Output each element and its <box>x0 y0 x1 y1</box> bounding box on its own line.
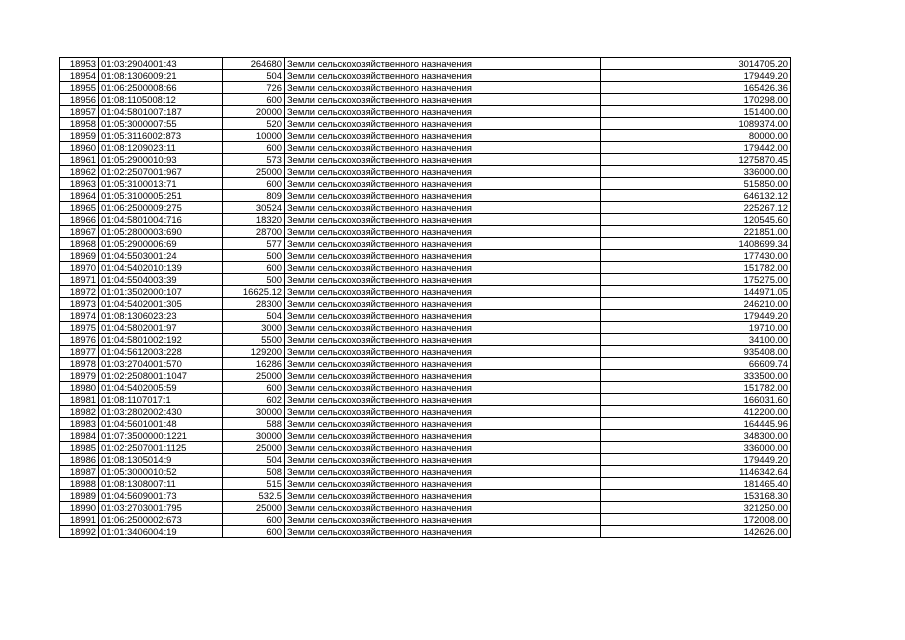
row-number-cell: 18975 <box>60 322 99 334</box>
cadastral-value-cell: 177430.00 <box>601 250 791 262</box>
cadastral-value-cell: 181465.40 <box>601 478 791 490</box>
land-category-cell: Земли сельскохозяйственного назначения <box>285 262 601 274</box>
row-number-cell: 18960 <box>60 142 99 154</box>
table-row <box>60 82 791 94</box>
row-number-cell: 18983 <box>60 418 99 430</box>
table-row <box>60 190 791 202</box>
area-cell: 25000 <box>223 166 285 178</box>
area-cell: 600 <box>223 382 285 394</box>
land-category-cell: Земли сельскохозяйственного назначения <box>285 286 601 298</box>
area-cell: 600 <box>223 526 285 538</box>
cadastral-number-cell: 01:05:3100005:251 <box>99 190 223 202</box>
row-number-cell: 18972 <box>60 286 99 298</box>
cadastral-value-cell: 646132.12 <box>601 190 791 202</box>
row-number-cell: 18986 <box>60 454 99 466</box>
cadastral-value-cell: 246210.00 <box>601 298 791 310</box>
area-cell: 602 <box>223 394 285 406</box>
table-row <box>60 490 791 502</box>
area-cell: 600 <box>223 142 285 154</box>
table-row <box>60 310 791 322</box>
row-number-cell: 18961 <box>60 154 99 166</box>
area-cell: 504 <box>223 454 285 466</box>
land-category-cell: Земли сельскохозяйственного назначения <box>285 118 601 130</box>
table-row <box>60 358 791 370</box>
cadastral-value-cell: 151782.00 <box>601 262 791 274</box>
land-category-cell: Земли сельскохозяйственного назначения <box>285 334 601 346</box>
land-category-cell: Земли сельскохозяйственного назначения <box>285 478 601 490</box>
land-category-cell: Земли сельскохозяйственного назначения <box>285 178 601 190</box>
cadastral-number-cell: 01:05:3000010:52 <box>99 466 223 478</box>
table-row <box>60 142 791 154</box>
row-number-cell: 18978 <box>60 358 99 370</box>
land-category-cell: Земли сельскохозяйственного назначения <box>285 130 601 142</box>
cadastral-number-cell: 01:04:5601001:48 <box>99 418 223 430</box>
table-row <box>60 334 791 346</box>
land-category-cell: Земли сельскохозяйственного назначения <box>285 442 601 454</box>
table-row <box>60 454 791 466</box>
area-cell: 600 <box>223 514 285 526</box>
area-cell: 573 <box>223 154 285 166</box>
row-number-cell: 18970 <box>60 262 99 274</box>
table-row <box>60 502 791 514</box>
cadastral-number-cell: 01:06:2500002:673 <box>99 514 223 526</box>
table-row <box>60 238 791 250</box>
cadastral-value-cell: 179449.20 <box>601 310 791 322</box>
area-cell: 520 <box>223 118 285 130</box>
land-category-cell: Земли сельскохозяйственного назначения <box>285 94 601 106</box>
row-number-cell: 18969 <box>60 250 99 262</box>
cadastral-number-cell: 01:06:2500009:275 <box>99 202 223 214</box>
table-row <box>60 250 791 262</box>
row-number-cell: 18981 <box>60 394 99 406</box>
row-number-cell: 18971 <box>60 274 99 286</box>
row-number-cell: 18976 <box>60 334 99 346</box>
table-row <box>60 202 791 214</box>
land-category-cell: Земли сельскохозяйственного назначения <box>285 418 601 430</box>
area-cell: 532.5 <box>223 490 285 502</box>
land-category-cell: Земли сельскохозяйственного назначения <box>285 394 601 406</box>
cadastral-number-cell: 01:08:1209023:11 <box>99 142 223 154</box>
cadastral-number-cell: 01:06:2500008:66 <box>99 82 223 94</box>
row-number-cell: 18959 <box>60 130 99 142</box>
row-number-cell: 18991 <box>60 514 99 526</box>
area-cell: 30000 <box>223 430 285 442</box>
row-number-cell: 18954 <box>60 70 99 82</box>
row-number-cell: 18974 <box>60 310 99 322</box>
cadastral-value-cell: 336000.00 <box>601 166 791 178</box>
cadastral-value-cell: 120545.60 <box>601 214 791 226</box>
cadastral-value-cell: 412200.00 <box>601 406 791 418</box>
table-body <box>60 58 791 538</box>
land-category-cell: Земли сельскохозяйственного назначения <box>285 526 601 538</box>
table-row <box>60 154 791 166</box>
cadastral-value-cell: 151400.00 <box>601 106 791 118</box>
cadastral-number-cell: 01:05:3116002:873 <box>99 130 223 142</box>
cadastral-value-cell: 1089374.00 <box>601 118 791 130</box>
cadastral-number-cell: 01:04:5503001:24 <box>99 250 223 262</box>
area-cell: 16286 <box>223 358 285 370</box>
table-row <box>60 298 791 310</box>
row-number-cell: 18980 <box>60 382 99 394</box>
cadastral-number-cell: 01:02:2507001:967 <box>99 166 223 178</box>
row-number-cell: 18955 <box>60 82 99 94</box>
cadastral-value-cell: 19710.00 <box>601 322 791 334</box>
cadastral-number-cell: 01:04:5609001:73 <box>99 490 223 502</box>
row-number-cell: 18968 <box>60 238 99 250</box>
land-category-cell: Земли сельскохозяйственного назначения <box>285 274 601 286</box>
area-cell: 508 <box>223 466 285 478</box>
area-cell: 25000 <box>223 502 285 514</box>
cadastral-number-cell: 01:04:5801004:716 <box>99 214 223 226</box>
land-category-cell: Земли сельскохозяйственного назначения <box>285 142 601 154</box>
land-category-cell: Земли сельскохозяйственного назначения <box>285 250 601 262</box>
cadastral-number-cell: 01:02:2508001:1047 <box>99 370 223 382</box>
land-category-cell: Земли сельскохозяйственного назначения <box>285 370 601 382</box>
table-row <box>60 418 791 430</box>
land-category-cell: Земли сельскохозяйственного назначения <box>285 70 601 82</box>
area-cell: 10000 <box>223 130 285 142</box>
cadastral-value-cell: 1275870.45 <box>601 154 791 166</box>
cadastral-value-cell: 34100.00 <box>601 334 791 346</box>
cadastral-value-cell: 153168.30 <box>601 490 791 502</box>
land-category-cell: Земли сельскохозяйственного назначения <box>285 190 601 202</box>
row-number-cell: 18992 <box>60 526 99 538</box>
land-category-cell: Земли сельскохозяйственного назначения <box>285 514 601 526</box>
table-row <box>60 466 791 478</box>
area-cell: 18320 <box>223 214 285 226</box>
row-number-cell: 18953 <box>60 58 99 70</box>
cadastral-value-cell: 515850.00 <box>601 178 791 190</box>
row-number-cell: 18963 <box>60 178 99 190</box>
area-cell: 20000 <box>223 106 285 118</box>
cadastral-value-cell: 935408.00 <box>601 346 791 358</box>
row-number-cell: 18988 <box>60 478 99 490</box>
area-cell: 30000 <box>223 406 285 418</box>
cadastral-number-cell: 01:03:2802002:430 <box>99 406 223 418</box>
table-row <box>60 394 791 406</box>
area-cell: 16625.12 <box>223 286 285 298</box>
land-category-cell: Земли сельскохозяйственного назначения <box>285 358 601 370</box>
cadastral-number-cell: 01:04:5504003:39 <box>99 274 223 286</box>
land-category-cell: Земли сельскохозяйственного назначения <box>285 502 601 514</box>
row-number-cell: 18977 <box>60 346 99 358</box>
area-cell: 809 <box>223 190 285 202</box>
table-row <box>60 94 791 106</box>
cadastral-value-cell: 142626.00 <box>601 526 791 538</box>
table-row <box>60 58 791 70</box>
cadastral-number-cell: 01:04:5402005:59 <box>99 382 223 394</box>
cadastral-number-cell: 01:05:2800003:690 <box>99 226 223 238</box>
table-row <box>60 382 791 394</box>
area-cell: 30524 <box>223 202 285 214</box>
cadastral-number-cell: 01:05:2900010:93 <box>99 154 223 166</box>
cadastral-value-cell: 3014705.20 <box>601 58 791 70</box>
land-category-cell: Земли сельскохозяйственного назначения <box>285 202 601 214</box>
row-number-cell: 18982 <box>60 406 99 418</box>
cadastral-number-cell: 01:05:3000007:55 <box>99 118 223 130</box>
cadastral-value-cell: 179442.00 <box>601 142 791 154</box>
row-number-cell: 18989 <box>60 490 99 502</box>
area-cell: 28300 <box>223 298 285 310</box>
cadastral-number-cell: 01:04:5402001:305 <box>99 298 223 310</box>
row-number-cell: 18973 <box>60 298 99 310</box>
cadastral-number-cell: 01:04:5802001:97 <box>99 322 223 334</box>
cadastral-value-cell: 165426.36 <box>601 82 791 94</box>
row-number-cell: 18965 <box>60 202 99 214</box>
table-row <box>60 430 791 442</box>
land-category-cell: Земли сельскохозяйственного назначения <box>285 238 601 250</box>
cadastral-number-cell: 01:03:2704001:570 <box>99 358 223 370</box>
table-row <box>60 70 791 82</box>
cadastral-number-cell: 01:08:1306009:21 <box>99 70 223 82</box>
row-number-cell: 18964 <box>60 190 99 202</box>
area-cell: 500 <box>223 250 285 262</box>
cadastral-number-cell: 01:08:1105008:12 <box>99 94 223 106</box>
area-cell: 515 <box>223 478 285 490</box>
row-number-cell: 18979 <box>60 370 99 382</box>
cadastral-value-cell: 336000.00 <box>601 442 791 454</box>
land-category-cell: Земли сельскохозяйственного назначения <box>285 58 601 70</box>
table-row <box>60 478 791 490</box>
table-row <box>60 118 791 130</box>
table-row <box>60 178 791 190</box>
cadastral-value-cell: 66609.74 <box>601 358 791 370</box>
land-category-cell: Земли сельскохозяйственного назначения <box>285 322 601 334</box>
land-category-cell: Земли сельскохозяйственного назначения <box>285 454 601 466</box>
cadastral-number-cell: 01:08:1107017:1 <box>99 394 223 406</box>
area-cell: 5500 <box>223 334 285 346</box>
cadastral-number-cell: 01:02:2507001:1125 <box>99 442 223 454</box>
area-cell: 25000 <box>223 442 285 454</box>
area-cell: 129200 <box>223 346 285 358</box>
land-category-cell: Земли сельскохозяйственного назначения <box>285 298 601 310</box>
cadastral-value-cell: 1408699.34 <box>601 238 791 250</box>
cadastral-value-cell: 333500.00 <box>601 370 791 382</box>
table-row <box>60 130 791 142</box>
table-row <box>60 274 791 286</box>
table-row <box>60 514 791 526</box>
land-category-cell: Земли сельскохозяйственного назначения <box>285 466 601 478</box>
land-category-cell: Земли сельскохозяйственного назначения <box>285 106 601 118</box>
table-row <box>60 370 791 382</box>
cadastral-value-cell: 164445.96 <box>601 418 791 430</box>
cadastral-number-cell: 01:08:1305014:9 <box>99 454 223 466</box>
land-category-cell: Земли сельскохозяйственного назначения <box>285 382 601 394</box>
table-row <box>60 214 791 226</box>
cadastral-value-cell: 179449.20 <box>601 454 791 466</box>
table-row <box>60 106 791 118</box>
area-cell: 588 <box>223 418 285 430</box>
cadastral-value-cell: 348300.00 <box>601 430 791 442</box>
table-row <box>60 346 791 358</box>
area-cell: 28700 <box>223 226 285 238</box>
land-category-cell: Земли сельскохозяйственного назначения <box>285 430 601 442</box>
cadastral-value-cell: 172008.00 <box>601 514 791 526</box>
cadastral-value-cell: 1146342.64 <box>601 466 791 478</box>
cadastral-value-cell: 80000.00 <box>601 130 791 142</box>
row-number-cell: 18967 <box>60 226 99 238</box>
land-parcel-table <box>59 57 791 538</box>
area-cell: 726 <box>223 82 285 94</box>
land-category-cell: Земли сельскохозяйственного назначения <box>285 310 601 322</box>
area-cell: 25000 <box>223 370 285 382</box>
area-cell: 504 <box>223 310 285 322</box>
area-cell: 500 <box>223 274 285 286</box>
land-category-cell: Земли сельскохозяйственного назначения <box>285 226 601 238</box>
cadastral-value-cell: 166031.60 <box>601 394 791 406</box>
row-number-cell: 18990 <box>60 502 99 514</box>
area-cell: 577 <box>223 238 285 250</box>
row-number-cell: 18956 <box>60 94 99 106</box>
land-category-cell: Земли сельскохозяйственного назначения <box>285 214 601 226</box>
land-category-cell: Земли сельскохозяйственного назначения <box>285 154 601 166</box>
cadastral-number-cell: 01:03:2904001:43 <box>99 58 223 70</box>
row-number-cell: 18984 <box>60 430 99 442</box>
table-row <box>60 406 791 418</box>
land-category-cell: Земли сельскохозяйственного назначения <box>285 490 601 502</box>
table-row <box>60 322 791 334</box>
table-row <box>60 262 791 274</box>
table-row <box>60 166 791 178</box>
land-category-cell: Земли сельскохозяйственного назначения <box>285 82 601 94</box>
cadastral-number-cell: 01:04:5612003:228 <box>99 346 223 358</box>
cadastral-value-cell: 175275.00 <box>601 274 791 286</box>
area-cell: 600 <box>223 178 285 190</box>
cadastral-number-cell: 01:07:3500000:1221 <box>99 430 223 442</box>
cadastral-number-cell: 01:03:2703001:795 <box>99 502 223 514</box>
land-category-cell: Земли сельскохозяйственного назначения <box>285 346 601 358</box>
table-row <box>60 286 791 298</box>
cadastral-number-cell: 01:05:2900006:69 <box>99 238 223 250</box>
row-number-cell: 18966 <box>60 214 99 226</box>
area-cell: 600 <box>223 262 285 274</box>
area-cell: 3000 <box>223 322 285 334</box>
land-category-cell: Земли сельскохозяйственного назначения <box>285 166 601 178</box>
cadastral-number-cell: 01:04:5801002:192 <box>99 334 223 346</box>
cadastral-value-cell: 151782.00 <box>601 382 791 394</box>
row-number-cell: 18957 <box>60 106 99 118</box>
table-row <box>60 526 791 538</box>
cadastral-number-cell: 01:01:3406004:19 <box>99 526 223 538</box>
cadastral-value-cell: 144971.05 <box>601 286 791 298</box>
cadastral-number-cell: 01:01:3502000:107 <box>99 286 223 298</box>
cadastral-number-cell: 01:05:3100013:71 <box>99 178 223 190</box>
row-number-cell: 18985 <box>60 442 99 454</box>
cadastral-number-cell: 01:04:5402010:139 <box>99 262 223 274</box>
cadastral-number-cell: 01:08:1306023:23 <box>99 310 223 322</box>
cadastral-number-cell: 01:04:5801007:187 <box>99 106 223 118</box>
land-category-cell: Земли сельскохозяйственного назначения <box>285 406 601 418</box>
row-number-cell: 18962 <box>60 166 99 178</box>
cadastral-value-cell: 225267.12 <box>601 202 791 214</box>
cadastral-value-cell: 321250.00 <box>601 502 791 514</box>
table-row <box>60 226 791 238</box>
row-number-cell: 18987 <box>60 466 99 478</box>
table-row <box>60 442 791 454</box>
cadastral-value-cell: 170298.00 <box>601 94 791 106</box>
area-cell: 600 <box>223 94 285 106</box>
row-number-cell: 18958 <box>60 118 99 130</box>
cadastral-number-cell: 01:08:1308007:11 <box>99 478 223 490</box>
area-cell: 504 <box>223 70 285 82</box>
cadastral-value-cell: 179449.20 <box>601 70 791 82</box>
area-cell: 264680 <box>223 58 285 70</box>
cadastral-value-cell: 221851.00 <box>601 226 791 238</box>
